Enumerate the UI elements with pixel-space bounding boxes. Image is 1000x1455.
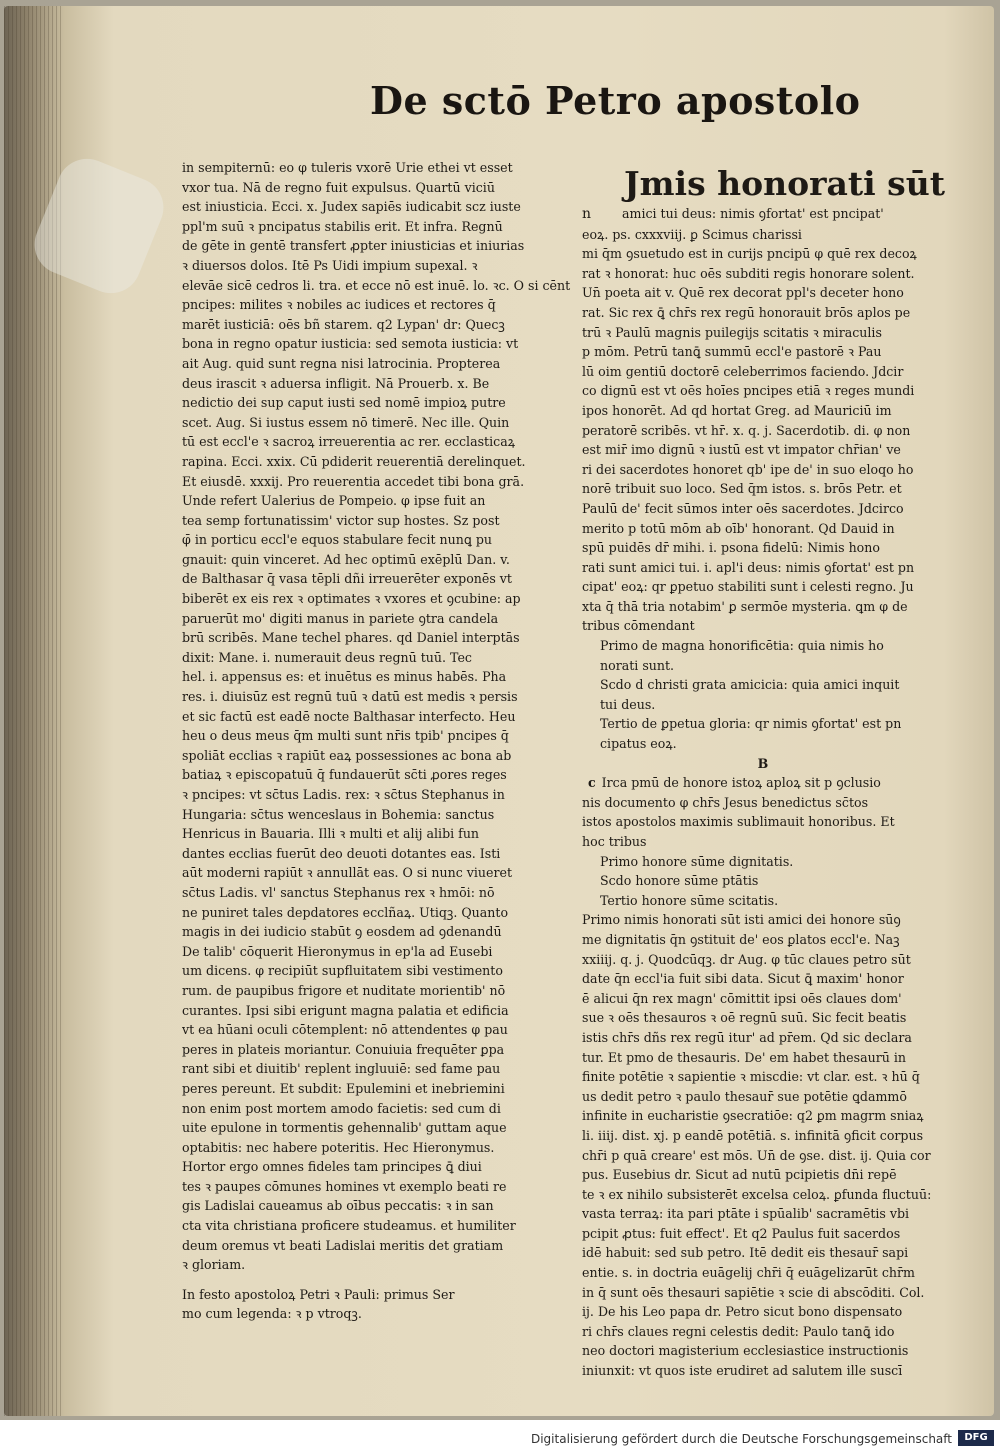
point-line: Tertio de ꝑpetua gloria: qr nimis ꝯfortat' est pn [600, 716, 902, 732]
text-line: Unde refert Ualerius de Pompeio. φ ipse fuit an [182, 493, 486, 509]
text-line: p mōm. Petrū tanꝗ̄ summū eccl'e pastorē ꝛ Pau [582, 344, 882, 360]
text-line: trū ꝛ Paulū magnis puilegijs scitatis ꝛ miraculis [582, 324, 882, 340]
text-line: Primo nimis honorati sūt isti amici dei honore sūꝯ [582, 912, 901, 928]
text-line: tribus cōmendant [582, 618, 695, 634]
text-line: peres pereunt. Et subdit: Epulemini et inebriemini [182, 1080, 505, 1096]
text-line: ē alicui q̄n rex magn' cōmittit ipsi oēs claues dom' [582, 990, 902, 1006]
text-line: pus. Eusebius dr. Sicut ad nutū pcipietis dn̄i repē [582, 1167, 897, 1183]
text-line: rati sunt amici tui. i. apl'i deus: nimis ꝯfortat' est pn [582, 559, 915, 575]
text-line: cta vita christiana proficere studeamus. et humiliter [182, 1218, 516, 1234]
text-line: est mir̄ imo dignū ꝛ iustū est vt impator chr̄ian' ve [582, 442, 901, 458]
text-line: rum. de paupibus frigore et nuditate morientib' nō [182, 982, 506, 998]
text-line: neo doctori magisterium ecclesiastice instructionis [582, 1343, 909, 1359]
point-line: cipatus eoꝝ. [600, 736, 677, 752]
footer-bar [0, 1420, 1000, 1455]
text-line: spū puidēs dr̄ mihi. i. psona fidelū: Nimis hono [582, 540, 880, 556]
text-line: φ̄ in porticu eccl'e equos stabulare fecit nunꝗ pu [182, 532, 493, 548]
text-line: Hungaria: sc̄tus wenceslaus in Bohemia: sanctus [182, 806, 495, 822]
text-line: tū est eccl'e ꝛ sacroꝝ irreuerentia ac rer. ecclasticaꝝ [182, 434, 515, 450]
text-line: te ꝛ ex nihilo subsisterēt excelsa celoꝝ. ꝑfunda fluctuū: [582, 1186, 932, 1202]
section-marker: c [588, 775, 596, 791]
text-line: pcipit ꝓtus: fuit effect'. Et q2 Paulus fuit sacerdos [582, 1225, 901, 1241]
text-line: peres in plateis moriantur. Conuiuia frequēter ꝑpa [182, 1041, 505, 1057]
text-line: spoliāt ecclias ꝛ rapiūt eaꝝ possessiones ac bona ab [182, 747, 512, 763]
text-line: istos apostolos maximis sublimauit honoribus. Et [582, 814, 895, 830]
text-line: finite potētie ꝛ sapientie ꝛ miscdie: vt clar. est. ꝛ hū q̄ [582, 1069, 920, 1085]
closing-line: mo cum legenda: ꝛ p vtroqꝫ. [182, 1306, 362, 1322]
text-line: rat. Sic rex ꝗ̄ chr̄s rex regū honorauit brōs aplos pe [582, 304, 911, 320]
right-circa [582, 754, 944, 852]
text-line: li. iiij. dist. xj. p eandē potētiā. s. infinitā ꝯficit corpus [582, 1127, 924, 1143]
left-closing-lines [182, 1285, 584, 1324]
text-line: xta q̄ thā tria notabim' ꝑ sermōe mysteria. ꝗm φ de [582, 598, 908, 614]
point-line: Primo de magna honorificētia: quia nimis ho [600, 638, 884, 654]
text-line: um dicens. φ recipiūt supfluitatem sibi vestimento [182, 963, 503, 979]
closing-line: In festo apostoloꝝ Petri ꝛ Pauli: primus Ser [182, 1286, 455, 1302]
text-line: marēt iusticiā: oēs bñ starem. q2 Lypan' dr: Quecꝫ [182, 316, 505, 332]
text-line: magis in dei iudicio stabūt ꝯ eosdem ad ꝯdenandū [182, 924, 502, 940]
text-line: ꝛ pncipes: vt sc̄tus Ladis. rex: ꝛ sc̄tus Stephanus in [182, 787, 505, 802]
text-line: brū scribēs. Mane techel phares. qd Daniel interptās [182, 630, 520, 646]
text-line: ipos honorēt. Ad qd hortat Greg. ad Mauriciū im [582, 402, 892, 418]
text-line: elevāe sicē cedros li. tra. et ecce nō est inuē. lo. ꝛc. O si cēnt [182, 277, 571, 293]
list-line: Primo honore sūme dignitatis. [600, 853, 794, 869]
text-line: optabitis: nec habere poteritis. Hec Hieronymus. [182, 1139, 495, 1155]
text-line: date q̄n eccl'ia fuit sibi data. Sicut ꝗ̄ maxim' honor [582, 971, 904, 987]
text-line: me dignitatis q̄n ꝯstituit de' eos ꝑlatos eccl'e. Naꝫ [582, 931, 900, 947]
text-segment: amici tui deus: nimis ꝯfortat' est pncipat' [622, 206, 884, 221]
list-line: Tertio honore sūme scitatis. [600, 892, 779, 908]
text-line: co dignū est vt oēs hoīes pncipes etiā ꝛ reges mundi [582, 383, 915, 399]
text-line: iniunxit: vt quos iste erudiret ad salutem ille suscī [582, 1363, 903, 1379]
text-line: sc̄tus Ladis. vl' sanctus Stephanus rex ꝛ hmōi: nō [182, 884, 495, 900]
text-line: peratorē scribēs. vt hr̄. x. q. j. Sacerdotib. di. φ non [582, 422, 911, 438]
text-line: rat ꝛ honorat: huc oēs subditi regis honorare solent. [582, 265, 915, 281]
text-line: ij. De his Leo papa dr. Petro sicut bono dispensato [582, 1304, 903, 1320]
text-line: et sic factū est eadē nocte Balthasar interfecto. Heu [182, 708, 516, 724]
text-line: paruerūt mo' digiti manus in pariete ꝯtra candela [182, 610, 499, 626]
text-line: nis documento φ chr̄s Jesus benedictus sc̄tos [582, 794, 869, 810]
text-line: res. i. diuisūz est regnū tuū ꝛ datū est medis ꝛ persis [182, 689, 518, 705]
text-line: eoꝝ. ps. cxxxviij. ꝑ Scimus charissi [582, 226, 802, 242]
dfg-logo: DFG [958, 1430, 994, 1446]
text-line: Paulū de' fecit sūmos inter oēs sacerdotes. Jdcirco [582, 500, 904, 516]
text-line: vt ea hūani oculi cōtemplent: nō attendentes φ pau [182, 1022, 508, 1038]
text-line: Et eiusdē. xxxij. Pro reuerentia accedet tibi bona grā. [182, 473, 525, 489]
point-line: Scdo d christi grata amicicia: quia amici inquit [600, 677, 900, 693]
list-line: Scdo honore sūme ptātis [600, 873, 759, 889]
text-line: hel. i. appensus es: et inuētus es minus habēs. Pha [182, 669, 507, 685]
point-line: tui deus. [600, 696, 656, 712]
text-line: ꝛ diuersos dolos. Itē Ps Uidi impium supexal. ꝛ [182, 257, 478, 273]
footer-text: Digitalisierung gefördert durch die Deutsche Forschungsgemeinschaft [530, 1432, 952, 1446]
text-line: Henricus in Bauaria. Illi ꝛ multi et alij alibi fun [182, 826, 480, 842]
lead-letter: n [582, 206, 592, 222]
text-line: non enim post mortem amodo facietis: sed cum di [182, 1100, 501, 1116]
text-line: entie. s. in doctria euāgelij chr̄i q̄ euāgelizarūt chr̄m [582, 1265, 915, 1281]
text-line: pncipes: milites ꝛ nobiles ac iudices et rectores q̄ [182, 297, 496, 313]
text-line: xxiiij. q. j. Quodcūqꝫ. dr Aug. φ tūc claues petro sūt [582, 951, 911, 967]
text-line: ꝛ gloriam. [182, 1257, 246, 1273]
text-line: tea semp fortunatissim' victor sup hostes. Sz post [182, 512, 500, 528]
right-tail [582, 910, 944, 1380]
text-line: est iniusticia. Ecci. x. Judex sapiēs iudicabit scz iuste [182, 199, 521, 215]
text-line: De talib' cōquerit Hieronymus in ep'la ad Eusebi [182, 943, 493, 959]
text-segment: Irca pmū de honore istoꝝ aploꝝ sit p ꝯclusio [601, 775, 881, 791]
text-line: biberēt ex eis rex ꝛ optimates ꝛ vxores et ꝯcubine: ap [182, 591, 521, 607]
text-line: bona in regno opatur iusticia: sed semota iusticia: vt [182, 336, 519, 352]
text-line: uite epulone in tormentis gehennalib' guttam aque [182, 1120, 507, 1136]
right-points [582, 636, 944, 754]
text-line: Un̄ poeta ait v. Quē rex decorat ppl's deceter hono [582, 285, 904, 301]
text-line: mi q̄m ꝯsuetudo est in curijs pncipū φ quē rex decoꝝ [582, 246, 917, 262]
text-line: us dedit petro ꝛ paulo thesaur̄ sue potētie ꝗdammō [582, 1088, 907, 1104]
right-column [582, 166, 944, 1381]
text-line: merito p totū mōm ab oīb' honorant. Qd Dauid in [582, 520, 895, 536]
text-line: ppl'm suū ꝛ pncipatus stabilis erit. Et infra. Regnū [182, 218, 503, 234]
text-line: ne puniret tales depdatores ecclñaꝝ. Utiqꝫ. Quanto [182, 904, 509, 920]
text-line: gnauit: quin vinceret. Ad hec optimū exēplū Dan. v. [182, 551, 510, 567]
text-line: infinite in eucharistie ꝯsecratiōe: q2 ꝑm magrm sniaꝝ [582, 1108, 924, 1124]
text-line: ri dei sacerdotes honoret qb' ipe de' in suo eloqo ho [582, 461, 914, 477]
text-line: lū oim gentiū doctorē celeberrimos faciendo. Jdcir [582, 363, 904, 379]
text-line: de gēte in gentē transfert ꝓpter iniusticias et iniurias [182, 238, 525, 254]
text-line: nedictio dei sup caput iusti sed nomē impioꝝ putre [182, 395, 506, 411]
text-line: in q̄ sunt oēs thesauri sapiētie ꝛ scie di abscōditi. Col. [582, 1284, 925, 1300]
right-heading: Jmis honorati sūt [624, 164, 945, 203]
text-line: vasta terraꝝ: ita pari ptāte i spūalib' sacramētis vbi [582, 1206, 910, 1222]
text-line: scet. Aug. Si iustus essem nō timerē. Nec ille. Quin [182, 414, 510, 430]
text-line: deus irascit ꝛ aduersa infligit. Nā Prouerb. x. Be [182, 375, 490, 391]
text-line: gis Ladislai caueamus ab oībus peccatis: ꝛ in san [182, 1198, 494, 1214]
text-line: hoc tribus [582, 834, 647, 849]
text-line: ri chr̄s claues regni celestis dedit: Paulo tanꝗ̄ ido [582, 1323, 895, 1339]
text-line: norē tribuit suo loco. Sed q̄m istos. s. brōs Petr. et [582, 481, 902, 497]
text-line: vxor tua. Nā de regno fuit expulsus. Quartū viciū [182, 179, 495, 195]
text-line: dantes ecclias fuerūt deo deuoti dotantes eas. Isti [182, 845, 501, 861]
section-marker: B [757, 755, 769, 771]
text-line: cipat' eoꝝ: qr ꝑpetuo stabiliti sunt i celesti regno. Ju [582, 579, 914, 595]
text-line: idē habuit: sed sub petro. Itē dedit eis thesaur̄ sapi [582, 1245, 909, 1261]
text-line [582, 773, 944, 793]
text-line: sue ꝛ oēs thesauros ꝛ oē regnū suū. Sic fecit beatis [582, 1010, 907, 1026]
text-line: de Balthasar q̄ vasa tēpli dñi irreuerēter exponēs vt [182, 571, 512, 587]
text-line [582, 204, 944, 225]
point-line: norati sunt. [600, 657, 675, 673]
right-column-lines [582, 204, 944, 636]
text-line: tes ꝛ paupes cōmunes homines vt exemplo beati re [182, 1178, 507, 1194]
page-title: De sctō Petro apostolo [370, 78, 861, 123]
text-line: rant sibi et diuitib' replent ingluuiē: sed fame pau [182, 1061, 501, 1077]
text-line: istis chr̄s dñs rex regū itur' ad pr̄em. Qd sic declara [582, 1029, 912, 1045]
text-line: heu o deus meus q̄m multi sunt nr̄is tpib' pncipes q̄ [182, 728, 509, 744]
left-column-lines [182, 158, 584, 1275]
text-line: dixit: Mane. i. numerauit deus regnū tuū. Tec [182, 649, 472, 665]
text-line: rapina. Ecci. xxix. Cū pdiderit reuerentiā derelinquet. [182, 453, 526, 469]
text-line: deum oremus vt beati Ladislai meritis det gratiam [182, 1237, 504, 1253]
text-line: curantes. Ipsi sibi erigunt magna palatia et edificia [182, 1002, 509, 1018]
book-page [4, 6, 994, 1416]
text-line: Hortor ergo omnes fideles tam principes ꝗ̄ diui [182, 1159, 482, 1175]
text-line: batiaꝝ ꝛ episcopatuū q̄ fundauerūt sc̄ti ꝓores reges [182, 767, 507, 783]
text-line: aūt moderni rapiūt ꝛ annullāt eas. O si nunc viueret [182, 865, 513, 881]
right-list [582, 852, 944, 911]
text-line: tur. Et pmo de thesauris. De' em habet thesaurū in [582, 1049, 906, 1065]
text-line: ait Aug. quid sunt regna nisi latrocinia. Propterea [182, 355, 501, 371]
left-column [182, 158, 584, 1324]
text-line: chr̄i p quā creare' est mōs. Un̄ de ꝯse. dist. ij. Quia cor [582, 1147, 931, 1163]
text-line: in sempiternū: eo φ tuleris vxorē Urie ethei vt esset [182, 160, 513, 175]
